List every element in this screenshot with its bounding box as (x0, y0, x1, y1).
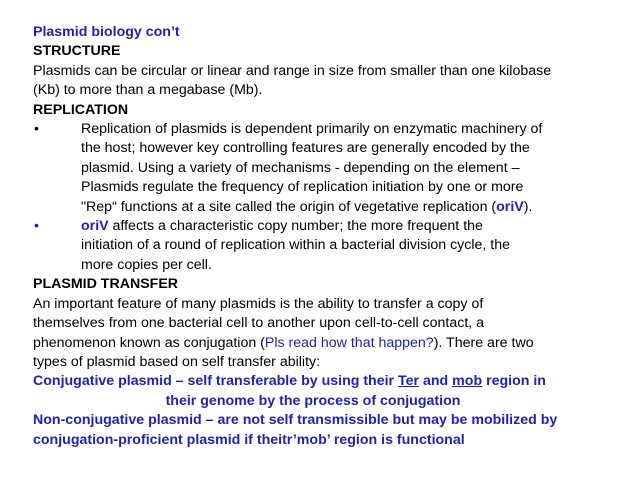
mob-term: mob (452, 373, 483, 390)
bullet-marker: • (34, 121, 39, 138)
transfer-text-line: themselves from one bacterial cell to another upon cell-to-cell contact, a (33, 315, 485, 332)
bullet-text-line: more copies per cell. (81, 256, 212, 273)
bullet-text-line (81, 198, 628, 217)
ter-term: Ter (398, 373, 420, 390)
transfer-text-line: An important feature of many plasmids is the ability to transfer a copy of (33, 295, 484, 312)
bullet-text-line: the host; however key controlling features are generally encoded by the (81, 140, 530, 157)
bullet-text-line: Replication of plasmids is dependent primarily on enzymatic machinery of (81, 121, 543, 138)
oriv-term: oriV (81, 218, 109, 235)
replication-heading: REPLICATION (33, 101, 129, 118)
structure-text-line: (Kb) to more than a megabase (Mb). (33, 82, 263, 99)
text-segment: "Rep“ functions at a site called the origin of vegetative replication ( (81, 198, 497, 215)
non-conjugative-definition-line: Non-conjugative plasmid – are not self transmissible but may be mobilized by (33, 412, 558, 429)
replication-bullet-2 (33, 217, 628, 275)
transfer-text-line (33, 334, 628, 353)
text-segment: ). (523, 198, 533, 215)
structure-heading: STRUCTURE (33, 43, 121, 60)
structure-text-line: Plasmids can be circular or linear and range in size from smaller than one kilobase (33, 62, 552, 79)
bullet-text-line (81, 217, 628, 236)
slide-title: Plasmid biology con’t (33, 24, 180, 40)
text-segment: and (419, 373, 453, 390)
transfer-heading: PLASMID TRANSFER (33, 276, 179, 293)
bullet-marker: • (34, 218, 39, 235)
bullet-text-line: Plasmids regulate the frequency of replication initiation by one or more (81, 179, 524, 196)
transfer-text-line: types of plasmid based on self transfer ability: (33, 353, 321, 370)
conjugative-definition-line: their genome by the process of conjugation (165, 392, 461, 409)
conjugative-definition-line (33, 372, 628, 391)
read-prompt-text: Pls read how that happen? (264, 334, 434, 351)
bullet-text-line: plasmid. Using a variety of mechanisms - depending on the element – (81, 159, 520, 176)
bullet-text-line: initiation of a round of replication within a bacterial division cycle, the (81, 237, 511, 254)
text-segment: phenomenon known as conjugation ( (33, 334, 265, 351)
text-segment: affects a characteristic copy number; the more frequent the (108, 218, 483, 235)
replication-bullet-1 (33, 120, 628, 217)
non-conjugative-definition-line: conjugation-proficient plasmid if theitr’mob’ region is functional (33, 431, 465, 448)
text-segment: region in (482, 373, 546, 390)
oriv-term: oriV (496, 198, 524, 215)
text-segment: Conjugative plasmid – self transferable by using their (33, 373, 399, 390)
text-segment: ). There are two (433, 334, 534, 351)
